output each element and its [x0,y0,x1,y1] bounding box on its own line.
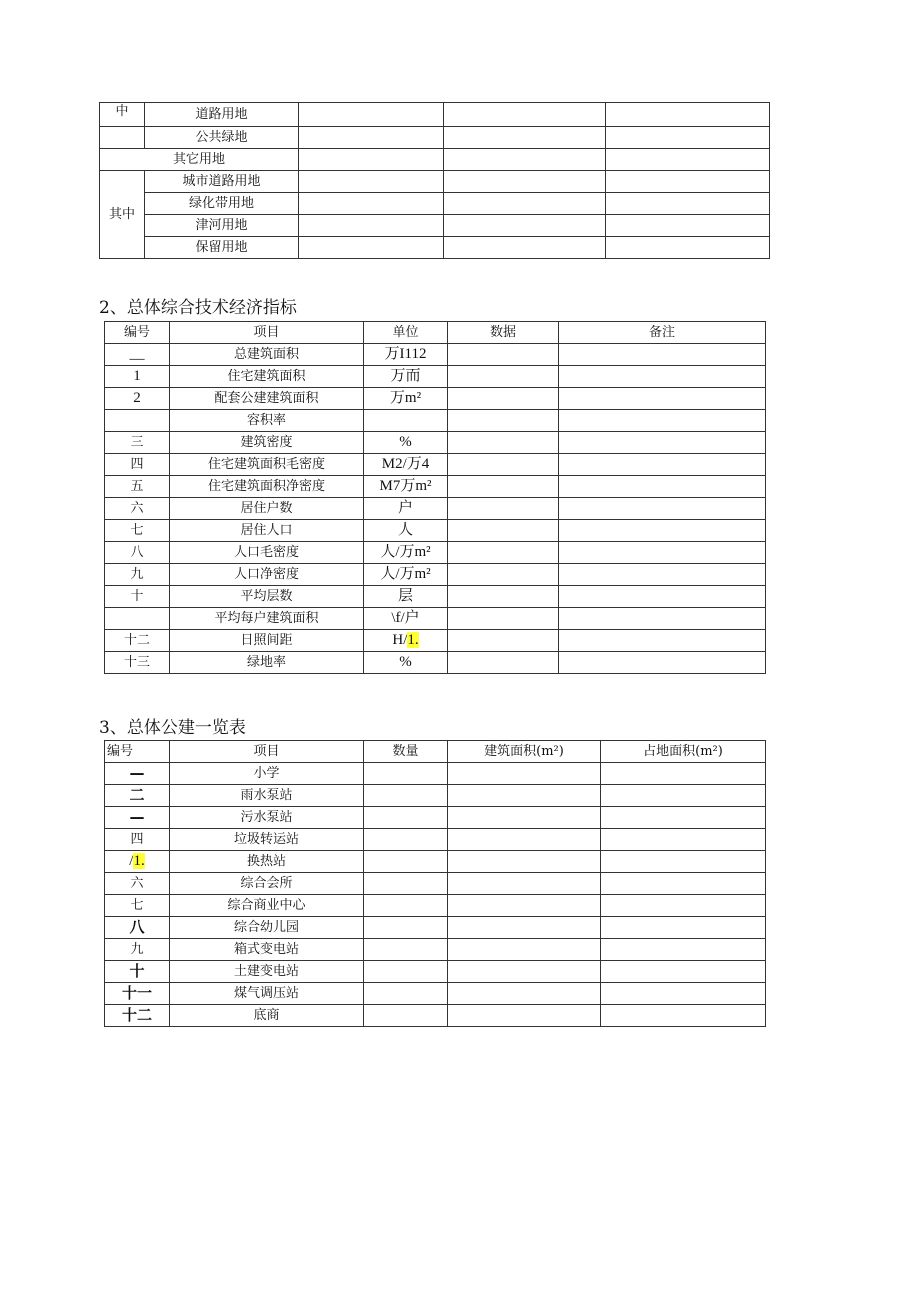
row-number: — [105,807,170,829]
data-cell [448,498,559,520]
building-area-cell [448,1005,601,1027]
cell [606,149,770,171]
data-cell [448,542,559,564]
number-highlight: 1. [133,853,145,869]
land-area-cell [601,763,766,785]
row-item: 住宅建筑面积毛密度 [170,454,364,476]
remark-cell [559,432,766,454]
cell [444,127,606,149]
quantity-cell [364,873,448,895]
table-row [105,564,766,586]
quantity-cell [364,807,448,829]
quantity-cell [364,785,448,807]
building-area-cell [448,939,601,961]
table-row [105,432,766,454]
data-cell [448,652,559,674]
land-area-cell [601,1005,766,1027]
row-unit: 万而 [364,366,448,388]
cell [606,237,770,259]
row-unit: 人 [364,520,448,542]
row-number [105,410,170,432]
row-unit [364,410,448,432]
table-row [105,520,766,542]
cell [299,193,444,215]
row-item: 平均层数 [170,586,364,608]
table-row [105,785,766,807]
row-label: 其它用地 [100,149,299,171]
table-header-row [105,741,766,763]
row-item: 人口毛密度 [170,542,364,564]
table-row [105,586,766,608]
row-item: 小学 [170,763,364,785]
table-row [100,215,770,237]
table-row [105,1005,766,1027]
cell [299,127,444,149]
building-area-cell [448,983,601,1005]
cell [444,193,606,215]
cell [444,237,606,259]
data-cell [448,432,559,454]
building-area-cell [448,785,601,807]
data-cell [448,520,559,542]
table-row [105,630,766,652]
table-row [105,829,766,851]
cell [606,171,770,193]
row-number: 三 [105,432,170,454]
cell [444,103,606,127]
row-item: 综合幼儿园 [170,917,364,939]
column-header: 占地面积(m²) [601,741,766,763]
remark-cell [559,498,766,520]
table-row [105,344,766,366]
unit-highlight: 1. [407,632,419,648]
data-cell [448,388,559,410]
cell [444,215,606,237]
remark-cell [559,344,766,366]
remark-cell [559,586,766,608]
cell [299,103,444,127]
quantity-cell [364,851,448,873]
data-cell [448,608,559,630]
row-number: 六 [105,873,170,895]
number-prefix: / [129,853,134,869]
row-number: 八 [105,917,170,939]
row-item: 污水泵站 [170,807,364,829]
remark-cell [559,366,766,388]
land-area-cell [601,895,766,917]
table-row [105,652,766,674]
economic-indicator-table [104,321,766,674]
remark-cell [559,410,766,432]
row-unit [364,630,448,652]
row-item: 垃圾转运站 [170,829,364,851]
data-cell [448,586,559,608]
land-area-cell [601,829,766,851]
cell [444,171,606,193]
row-item: 配套公建建筑面积 [170,388,364,410]
remark-cell [559,652,766,674]
row-unit: 万m² [364,388,448,410]
section-2-heading: 2、总体综合技术经济指标 [99,298,297,318]
cell [444,149,606,171]
cell [606,215,770,237]
row-number: 八 [105,542,170,564]
row-item: 建筑密度 [170,432,364,454]
data-cell [448,630,559,652]
table-row [105,366,766,388]
row-number: 二 [105,785,170,807]
land-area-cell [601,983,766,1005]
row-item: 平均每户建筑面积 [170,608,364,630]
table-row [105,542,766,564]
quantity-cell [364,895,448,917]
row-number: 四 [105,454,170,476]
row-unit: 户 [364,498,448,520]
row-item: 换热站 [170,851,364,873]
land-area-cell [601,851,766,873]
remark-cell [559,608,766,630]
row-label: 城市道路用地 [145,171,299,193]
building-area-cell [448,763,601,785]
table-row [105,498,766,520]
quantity-cell [364,829,448,851]
column-header: 编号 [105,322,170,344]
column-header: 数量 [364,741,448,763]
row-label: 津河用地 [145,215,299,237]
land-area-cell [601,917,766,939]
row-number: 十三 [105,652,170,674]
building-area-cell [448,807,601,829]
row-item: 住宅建筑面积 [170,366,364,388]
row-unit: 层 [364,586,448,608]
row-number: 九 [105,564,170,586]
column-header: 单位 [364,322,448,344]
row-item: 综合商业中心 [170,895,364,917]
table-row [105,763,766,785]
table-row [100,193,770,215]
row-unit: 万I112 [364,344,448,366]
row-item: 箱式变电站 [170,939,364,961]
column-header: 项目 [170,322,364,344]
quantity-cell [364,763,448,785]
table-row [100,103,770,127]
remark-cell [559,454,766,476]
cell [299,171,444,193]
table-row [105,454,766,476]
land-area-cell [601,785,766,807]
row-item: 底商 [170,1005,364,1027]
section-3-heading: 3、总体公建一览表 [99,718,246,738]
building-area-cell [448,851,601,873]
building-area-cell [448,873,601,895]
table-row [105,608,766,630]
column-header: 项目 [170,741,364,763]
row-number: 七 [105,895,170,917]
row-item: 居住人口 [170,520,364,542]
data-cell [448,454,559,476]
table-row [105,873,766,895]
quantity-cell [364,1005,448,1027]
row-number: 十 [105,586,170,608]
land-area-cell [601,939,766,961]
unit-prefix: H/ [392,632,408,648]
row-item: 容积率 [170,410,364,432]
row-label: 保留用地 [145,237,299,259]
public-building-table [104,740,766,1027]
row-number: 七 [105,520,170,542]
row-number [105,851,170,873]
row-unit: 人/万m² [364,542,448,564]
row-item: 日照间距 [170,630,364,652]
quantity-cell [364,983,448,1005]
row-number: 十二 [105,630,170,652]
row-label: 绿化带用地 [145,193,299,215]
row-unit: % [364,432,448,454]
column-header: 备注 [559,322,766,344]
row-number: 十二 [105,1005,170,1027]
table-row [105,939,766,961]
table-row [100,171,770,193]
building-area-cell [448,961,601,983]
row-unit: 人/万m² [364,564,448,586]
row-item: 总建筑面积 [170,344,364,366]
table-row [100,149,770,171]
row-number: 五 [105,476,170,498]
row-number: — [105,763,170,785]
data-cell [448,476,559,498]
cell [606,103,770,127]
group-label: 中 [100,103,145,127]
table-header-row [105,322,766,344]
column-header: 建筑面积(m²) [448,741,601,763]
group-label: 其中 [100,171,145,259]
row-number: __ [105,344,170,366]
quantity-cell [364,917,448,939]
row-label: 道路用地 [145,103,299,127]
cell [299,215,444,237]
row-label: 公共绿地 [145,127,299,149]
table-row [105,807,766,829]
remark-cell [559,476,766,498]
row-unit: M7万m² [364,476,448,498]
remark-cell [559,630,766,652]
row-item: 综合会所 [170,873,364,895]
building-area-cell [448,917,601,939]
row-item: 土建变电站 [170,961,364,983]
table-row [100,237,770,259]
cell [299,149,444,171]
data-cell [448,564,559,586]
row-number: 1 [105,366,170,388]
cell [606,193,770,215]
row-item: 煤气调压站 [170,983,364,1005]
data-cell [448,410,559,432]
table-row [105,961,766,983]
row-item: 居住户数 [170,498,364,520]
land-area-cell [601,807,766,829]
land-area-cell [601,961,766,983]
table-row [105,917,766,939]
row-number: 十 [105,961,170,983]
remark-cell [559,542,766,564]
table-row [105,983,766,1005]
table-row [105,476,766,498]
row-number [105,608,170,630]
building-area-cell [448,829,601,851]
row-number: 四 [105,829,170,851]
remark-cell [559,388,766,410]
column-header: 编号 [105,741,170,763]
remark-cell [559,520,766,542]
land-area-cell [601,873,766,895]
quantity-cell [364,939,448,961]
data-cell [448,344,559,366]
table-row [105,410,766,432]
cell [100,127,145,149]
table-row [105,851,766,873]
table-row [105,895,766,917]
row-item: 住宅建筑面积净密度 [170,476,364,498]
remark-cell [559,564,766,586]
row-item: 雨水泵站 [170,785,364,807]
row-number: 九 [105,939,170,961]
land-use-table [99,102,770,259]
row-item: 绿地率 [170,652,364,674]
row-number: 2 [105,388,170,410]
cell [606,127,770,149]
quantity-cell [364,961,448,983]
table-row [100,127,770,149]
row-unit: % [364,652,448,674]
building-area-cell [448,895,601,917]
table-row [105,388,766,410]
row-number: 十一 [105,983,170,1005]
row-unit: \f/户 [364,608,448,630]
row-unit: M2/万4 [364,454,448,476]
column-header: 数据 [448,322,559,344]
cell [299,237,444,259]
data-cell [448,366,559,388]
row-number: 六 [105,498,170,520]
row-item: 人口净密度 [170,564,364,586]
